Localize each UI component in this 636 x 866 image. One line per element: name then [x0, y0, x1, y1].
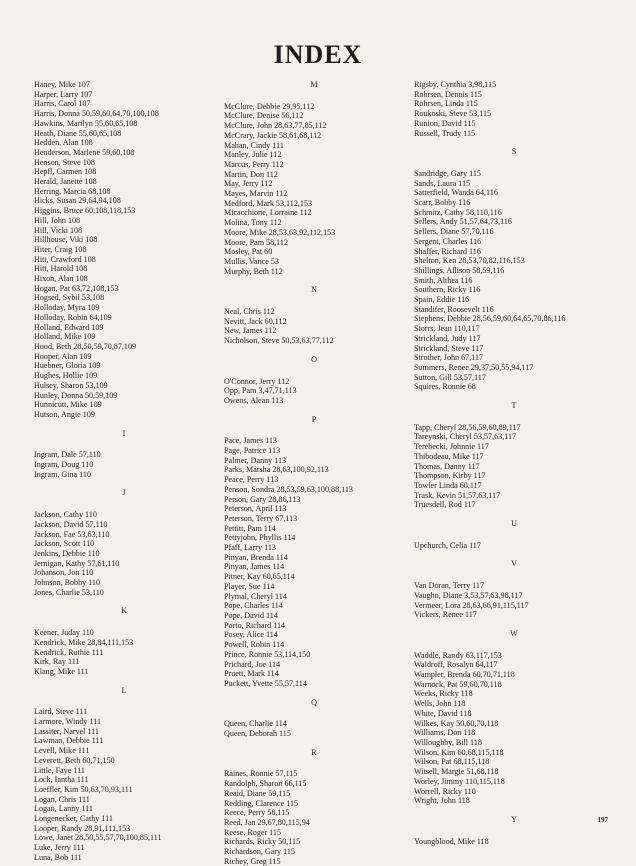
index-entry: Storrs, Jean 110,117 — [414, 324, 480, 334]
index-entry: Loeffler, Kim 50,63,70,93,111 — [34, 784, 133, 794]
index-entry: Powell, Robin 114 — [224, 640, 285, 650]
index-section-j — [34, 488, 214, 597]
section-letter: N — [311, 285, 317, 295]
index-entry: Molina, Tony 112 — [224, 218, 282, 228]
index-entry: Pope, Charles 114 — [224, 601, 283, 611]
index-entry: Parks, Marsha 28,63,100,92,113 — [224, 465, 329, 475]
index-section-s — [414, 147, 614, 392]
index-entry: Murphy, Beth 112 — [224, 266, 283, 276]
index-entry: Hunnicutt, Mike 109 — [34, 400, 102, 410]
index-entry: Rohrsen, Linda 115 — [414, 99, 478, 109]
index-entry: Logan, Lanny 111 — [34, 804, 93, 814]
index-section-k — [34, 606, 214, 676]
index-entry: Sands, Laura 115 — [414, 178, 471, 188]
index-entry: White, David 118 — [414, 708, 472, 718]
index-entry: Shaffer, Richard 116 — [414, 246, 481, 256]
index-section-o — [224, 355, 404, 406]
index-entry: Holloday, Robin 64,109 — [34, 312, 112, 322]
index-entry: Queen, Charlie 114 — [224, 719, 287, 729]
index-entry: Levell, Mike 111 — [34, 746, 90, 756]
index-section-t — [414, 401, 614, 510]
index-entry: Reece, Perry 58,115 — [224, 808, 290, 818]
index-entry: Lassiter, Narvel 111 — [34, 726, 99, 736]
section-letter: L — [121, 685, 127, 695]
index-entry: Rigsby, Cynthia 3,98,115 — [414, 80, 497, 89]
index-entry: Scarr, Bobby 116 — [414, 198, 471, 208]
index-entry: Jackson, Cathy 110 — [34, 510, 97, 520]
index-entry: Spain, Eddie 116 — [414, 295, 470, 305]
index-entry: Reese, Roger 115 — [224, 827, 282, 837]
index-entry: Little, Faye 111 — [34, 765, 85, 775]
index-entry: Manley, Julie 112 — [224, 150, 282, 160]
section-letter: Y — [511, 814, 517, 824]
index-entry: Hixon, Alan 108 — [34, 274, 88, 284]
index-entry: Posey, Alice 114 — [224, 630, 278, 640]
index-entry: Reaid, Diane 59,115 — [224, 788, 291, 798]
index-entry: Thompson, Kirby 117 — [414, 471, 486, 481]
index-entry: Raines, Ronnie 57,115 — [224, 769, 298, 779]
index-entry: Owens, Alean 113 — [224, 395, 284, 405]
index-entry: Sellers, Andy 51,57,64,73,116 — [414, 217, 512, 227]
index-entry: Vickers, Renee 117 — [414, 610, 477, 620]
index-entry: Warnock, Pat 59,60,70,118 — [414, 679, 502, 689]
index-entry: Reed, Jan 29,67,80,115,94 — [224, 817, 310, 827]
index-entry: Tapp, Cheryl 28,56,59,60,89,117 — [414, 422, 521, 432]
index-entry: Luke, Jerry 111 — [34, 843, 85, 853]
section-letter: I — [122, 428, 126, 438]
index-entry: Hood, Beth 28,50,59,70,87,109 — [34, 341, 137, 351]
index-entry: Pruett, Mark 114 — [224, 669, 279, 679]
index-entry: Sergent, Charles 116 — [414, 236, 482, 246]
index-entry: Jackson, David 57,110 — [34, 519, 108, 529]
index-entry: Roukoski, Steve 53,115 — [414, 109, 492, 119]
index-entry: Pinyan, James 114 — [224, 562, 285, 572]
section-letter: S — [511, 147, 517, 157]
index-entry: McClure, John 28,63,77,85,112 — [224, 121, 327, 131]
index-entry: Redding, Clarence 115 — [224, 798, 299, 808]
index-entry: New, James 112 — [224, 326, 277, 336]
index-entry: Ingram, Gina 110 — [34, 469, 92, 479]
index-entry: Henderson, Marlene 59,60,108 — [34, 147, 135, 157]
index-entry: Pitner, Kay 60,65,114 — [224, 572, 295, 582]
index-entry: Palmer, Danny 113 — [224, 455, 287, 465]
index-entry: Hunley, Donna 50,59,109 — [34, 390, 118, 400]
index-entry: Pope, David 114 — [224, 610, 278, 620]
index-entry: Jackson, Fae 53,63,110 — [34, 529, 110, 539]
index-entry: Wright, John 118 — [414, 796, 470, 806]
index-entry: Hill, John 108 — [34, 215, 81, 225]
index-entry: Standifer, Roosevelt 116 — [414, 304, 494, 314]
index-entry: Holland, Mike 109 — [34, 332, 96, 342]
index-entry: Puckett, Yvette 55,57,114 — [224, 678, 307, 688]
index-entry: Heath, Diane 55,60,65,108 — [34, 128, 122, 138]
index-entry: McClure, Debbie 29,95,112 — [224, 101, 315, 111]
index-entry: Mayes, Marvin 112 — [224, 189, 288, 199]
index-entry: Page, Patrice 113 — [224, 446, 281, 456]
index-entry: Van Doran, Terry 117 — [414, 581, 485, 591]
index-entry: Hillhouse, Viki 108 — [34, 235, 98, 245]
index-entry: Harper, Larry 107 — [34, 89, 93, 99]
index-entry: Hepfl, Carmen 108 — [34, 167, 97, 177]
index-entry: Hawkins, Marilyn 55,60,65,108 — [34, 118, 138, 128]
index-section-p — [224, 415, 404, 689]
index-entry: Herring, Marcia 68,108 — [34, 186, 111, 196]
index-entry: Hedden, Alan 108 — [34, 138, 93, 148]
index-entry: Lawman, Debbie 111 — [34, 736, 104, 746]
index-entry: Richards, Ricky 50,115 — [224, 837, 301, 847]
index-entry: May, Jerry 112 — [224, 179, 273, 189]
section-letter: M — [310, 80, 318, 89]
index-entry: Strother, John 67,117 — [414, 353, 484, 363]
index-entry: Leverett, Beth 60,71,150 — [34, 755, 115, 765]
index-entry: Hogsed, Sybil 53,108 — [34, 293, 105, 303]
index-entry: Strickland, Judy 117 — [414, 333, 481, 343]
index-section-l — [34, 686, 214, 863]
index-entry: Pace, James 113 — [224, 436, 277, 446]
index-entry: Ingram, Dale 57,110 — [34, 450, 101, 460]
index-column-2 — [224, 80, 404, 866]
index-section-n — [224, 285, 404, 346]
index-entry: Willoughby, Bill 118 — [414, 738, 482, 747]
index-entry: Luna, Bob 111 — [34, 852, 82, 862]
index-entry: Mosley, Pat 60 — [224, 247, 273, 257]
index-entry: Harris, Carol 107 — [34, 99, 91, 109]
index-entry: Higgins, Bruce 60,108,118,153 — [34, 206, 136, 216]
index-column-3 — [414, 80, 614, 846]
index-entry: Looper, Randy 28,91,111,153 — [34, 823, 131, 833]
index-entry: Jernigan, Kathy 57,61,110 — [34, 558, 120, 568]
index-section-u — [414, 519, 614, 550]
index-entry: Plymal, Cheryl 114 — [224, 591, 287, 601]
index-entry: Satterfield, Wanda 64,116 — [414, 188, 498, 198]
index-entry: Smith, Althea 116 — [414, 275, 473, 285]
index-entry: Hitt, Crawford 108 — [34, 254, 96, 264]
index-entry: Hooper, Alan 109 — [34, 351, 92, 361]
index-entry: Waddle, Randy 63,117,153 — [414, 650, 502, 660]
index-entry: Rohrsen, Dennis 115 — [414, 89, 482, 99]
page-title: INDEX — [273, 40, 363, 69]
index-entry: Opp, Pam 3,47,71,113 — [224, 386, 297, 396]
index-entry: Holland, Edward 109 — [34, 322, 104, 332]
index-section-m — [224, 80, 404, 276]
index-section-r — [224, 748, 404, 866]
index-entry: Witsell, Margie 51,68,118 — [414, 767, 499, 777]
index-entry: Queen, Deborah 115 — [224, 729, 291, 738]
index-entry: Southern, Ricky 116 — [414, 285, 481, 295]
section-letter: K — [121, 606, 127, 616]
index-entry: Hiter, Craig 108 — [34, 244, 87, 254]
section-letter: V — [511, 559, 517, 569]
index-entry: Henson, Steve 108 — [34, 157, 95, 167]
index-entry: Vaughn, Diane 3,53,57,63,98,117 — [414, 590, 523, 600]
section-letter: O — [311, 354, 317, 364]
index-entry: Porto, Richard 114 — [224, 620, 286, 630]
index-entry: Peterson, April 113 — [224, 504, 287, 514]
index-entry: Wilson, Kim 60,68,115,118 — [414, 747, 504, 757]
index-entry: Penson, Sondra 28,53,59,63,100,88,113 — [224, 484, 353, 494]
index-entry: Stephens, Debbie 28,56,59,60,64,65,70,86,116 — [414, 314, 566, 324]
index-entry: Runion, David 115 — [414, 118, 476, 128]
index-entry: Martin, Don 112 — [224, 169, 278, 179]
index-entry: Johanson, Jon 110 — [34, 568, 94, 578]
index-entry: Huebner, Gloria 109 — [34, 361, 101, 371]
index-entry: Hulsey, Sharon 53,109 — [34, 380, 108, 390]
section-letter: J — [122, 488, 126, 498]
index-entry: Wilkes, Kay 50,60,70,118 — [414, 718, 499, 728]
section-letter: T — [511, 401, 517, 411]
index-entry: Peace, Perry 113 — [224, 475, 279, 485]
index-entry: Pettitt, Pam 114 — [224, 523, 276, 533]
index-entry: Ingram, Doug 110 — [34, 460, 94, 469]
index-entry: Hutson, Angie 109 — [34, 409, 95, 419]
index-entry: Hitt, Harold 108 — [34, 264, 88, 274]
index-entry: Moore, Pam 58,112 — [224, 237, 288, 247]
index-entry: Thomas, Danny 117 — [414, 461, 480, 471]
index-entry: Squires, Ronnie 68 — [414, 382, 476, 392]
index-entry: Kirk, Ray 111 — [34, 657, 80, 667]
section-letter: R — [311, 747, 317, 757]
index-entry: Nicholson, Steve 50,53,63,77,112 — [224, 336, 334, 346]
index-section-w — [414, 629, 614, 806]
index-entry: Sutton, Gill 53,57,117 — [414, 372, 486, 382]
index-entry: Pfaff, Larry 113 — [224, 543, 276, 553]
index-entry: Logan, Chris 111 — [34, 794, 90, 804]
index-entry: Strickland, Steve 117 — [414, 343, 484, 353]
index-entry: Schmitz, Cathy 58,110,116 — [414, 207, 502, 217]
index-entry: Johnson, Bobby 110 — [34, 578, 101, 588]
index-entry: Longenecker, Cathy 111 — [34, 814, 113, 824]
index-entry: Kendrick, Ruthie 111 — [34, 647, 104, 657]
index-column-1 — [34, 80, 214, 863]
page-number: 197 — [597, 816, 608, 824]
index-entry: Upchurch, Celia 117 — [414, 540, 481, 550]
index-entry: Herald, Janette 108 — [34, 177, 97, 187]
index-entry: Sandridge, Gary 115 — [414, 168, 481, 178]
index-entry: Terebecki, Johnnie 117 — [414, 442, 489, 452]
index-entry: Jenkins, Debbie 110 — [34, 548, 100, 558]
index-section-v — [414, 559, 614, 620]
index-entry: O'Connor, Jerry 112 — [224, 376, 290, 386]
index-entry: Youngblood, Mike 118 — [414, 836, 489, 846]
index-entry: Russell, Trudy 115 — [414, 128, 476, 138]
index-section-q — [224, 698, 404, 739]
index-entry: Worley, Jimmy 110,115,118 — [414, 776, 505, 786]
index-entry: Prince, Ronnie 53,114,150 — [224, 649, 311, 659]
index-entry: McCrary, Jackie 58,61,68,112 — [224, 130, 322, 140]
index-entry: Tareynski, Cheryl 53,57,63,117 — [414, 432, 517, 442]
section-letter: Q — [311, 697, 317, 707]
index-entry: Prichard, Joe 114 — [224, 659, 281, 669]
index-entry: Wilson, Pat 68,115,118 — [414, 757, 490, 767]
index-entry: Holloday, Myra 109 — [34, 303, 100, 313]
index-entry: Hogan, Pat 63,72,108,153 — [34, 283, 119, 293]
index-entry: Marcus, Perry 112 — [224, 159, 284, 169]
index-entry: Worrell, Ricky 110 — [414, 786, 476, 796]
index-entry: Wells, John 118 — [414, 699, 466, 709]
index-entry: Nevitt, Jack 60,112 — [224, 316, 287, 326]
index-entry: Shillings, Allison 58,59,116 — [414, 265, 505, 275]
index-entry: Jackson, Scott 110 — [34, 539, 95, 549]
index-entry: McClure, Denise 56,112 — [224, 111, 304, 121]
index-entry: Lock, Iantha 111 — [34, 775, 89, 785]
index-entry: Richardson, Gary 115 — [224, 847, 295, 857]
index-entry: Laird, Steve 111 — [34, 707, 88, 717]
index-entry: Keener, Juday 110 — [34, 628, 94, 638]
index-entry: Williams, Don 118 — [414, 728, 476, 738]
index-entry: Summers, Renee 29,37,50,55,94,117 — [414, 362, 534, 372]
index-entry: Sellers, Diane 57,70,116 — [414, 227, 494, 237]
index-entry: Pettyjohn, Phyllis 114 — [224, 533, 296, 543]
index-entry: Hughes, Hollie 109 — [34, 371, 98, 381]
index-entry: Truesdell, Rod 117 — [414, 500, 476, 510]
index-entry: Hill, Vicki 108 — [34, 225, 83, 235]
index-entry: Waldroff, Rosalyn 64,117 — [414, 660, 498, 670]
index-entry: Randolph, Sharon 66,115 — [224, 779, 307, 789]
index-entry: Shelton, Ken 28,53,70,82,116,153 — [414, 256, 525, 266]
index-entry: Wampler, Brenda 60,70,71,118 — [414, 670, 515, 680]
index-entry: Towler Linda 60,117 — [414, 480, 482, 490]
index-section-y — [414, 815, 614, 846]
index-entry: Micacchione, Lorraine 112 — [224, 208, 312, 218]
index-entry: Medford, Mark 53,112,153 — [224, 198, 313, 208]
index-entry: Larmore, Windy 111 — [34, 717, 102, 727]
index-entry: Peterson, Terry 67,113 — [224, 513, 298, 523]
index-entry: Jones, Charlie 53,110 — [34, 587, 104, 597]
index-entry: Weeks, Ricky 118 — [414, 689, 473, 699]
index-entry: Player, Sue 114 — [224, 581, 275, 591]
index-entry: Haney, Mike 107 — [34, 80, 90, 89]
section-letter: P — [311, 414, 317, 424]
index-entry: Kendrick, Mike 28,84,111,153 — [34, 637, 134, 647]
index-entry: Mahan, Cindy 111 — [224, 140, 284, 150]
index-entry: Neal, Chris 112 — [224, 307, 275, 317]
index-entry: Mullis, Vance 53 — [224, 256, 279, 266]
section-letter: W — [510, 628, 518, 638]
index-entry: Person, Gary 28,86,113 — [224, 494, 301, 504]
index-entry: Pinyan, Brenda 114 — [224, 552, 288, 562]
index-section-continued — [414, 80, 614, 138]
index-entry: Vermeer, Lora 28,63,66,91,115,117 — [414, 600, 529, 610]
index-entry: Thibodeau, Mike 117 — [414, 451, 484, 461]
index-entry: Richey, Greg 115 — [224, 856, 281, 866]
index-section-continued — [34, 80, 214, 420]
index-entry: Hicks, Susan 29,64,94,108 — [34, 196, 121, 206]
index-entry: Trask, Kevin 51,57,63,117 — [414, 490, 501, 500]
index-entry: Lowe, Janet 28,50,55,57,70,100,85,111 — [34, 833, 162, 843]
section-letter: U — [511, 519, 517, 529]
index-section-i — [34, 429, 214, 480]
index-entry: Harris, Donna 50,59,60,64,70,100,108 — [34, 109, 159, 119]
index-entry: Klang, Mike 111 — [34, 666, 89, 676]
index-entry: Moore, Mike 28,53,63,92,112,153 — [224, 227, 336, 237]
